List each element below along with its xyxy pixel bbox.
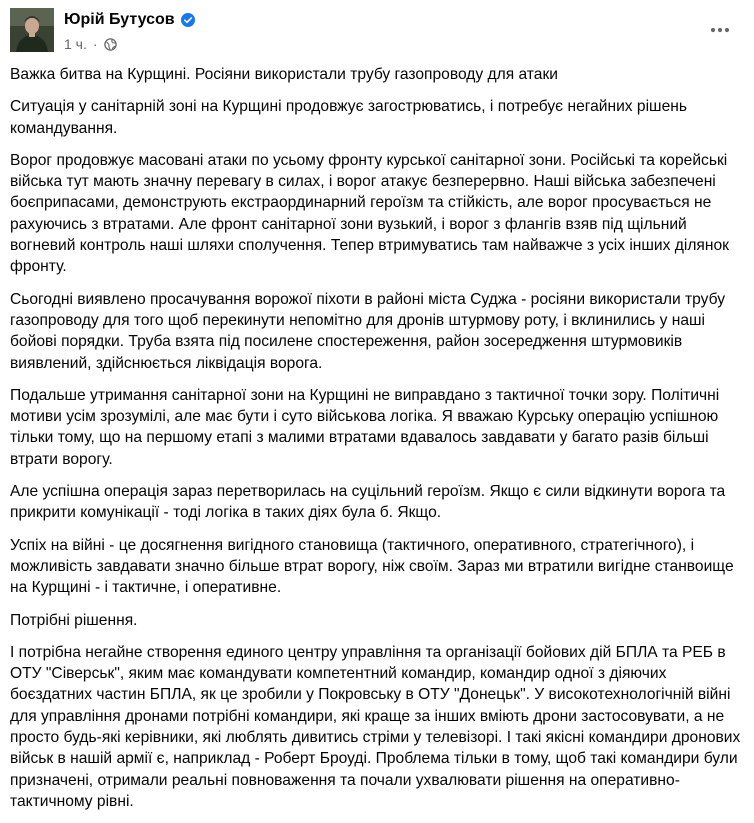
author-line: [64, 10, 195, 30]
author-name[interactable]: Юрій Бутусов: [64, 11, 175, 28]
verified-badge-icon: [181, 13, 195, 27]
author-block: [64, 10, 195, 52]
post-body: [10, 64, 744, 823]
post-paragraph-6: Але успішна операція зараз перетворилась на суцільний героїзм. Якщо є сили відкинути ворога та прикрити комунікації - тоді логіка в таких діях була б. Якщо.: [10, 483, 726, 522]
post-paragraph-1: Важка битва на Курщині. Росіяни використали трубу газопроводу для атаки: [10, 66, 558, 83]
globe-icon[interactable]: [104, 38, 117, 51]
more-options-button[interactable]: [702, 12, 738, 48]
post-header: [10, 8, 744, 56]
meta-separator: ·: [92, 36, 98, 52]
post-paragraph-9: І потрібна негайне створення единого центру управління та організації бойових дій БПЛА та РЕБ в ОТУ "Сіверськ", яким має командувати компетентний командир, командир одної з діяючих боєздатних частин БПЛА, як це зробили у Покровську в ОТУ "Донецьк". У високотехнологічній війні для управління дронами потрібні командири, які краще за інших вміють дрони застосовувати, а не просто будь-які керівники, які люблять дивитись стріми у телевізорі. І такі якісні командири дронових військ в нашій армії є, наприклад - Роберт Броуді. Проблема тільки в тому, щоб такі командири були призначені, отримали реальні повноваження та почали ухвалювати рішення на оперативно-тактичному рівні.: [10, 643, 741, 810]
avatar-image: [10, 8, 54, 52]
post-paragraph-7: Успіх на війні - це досягнення вигідного становища (тактичного, оперативного, стратегічного), і можливість завдавати значно більше втрат ворогу, ніж своїм. Зараз ми втратили вигідне станвоище на Курщині - і тактичне, і оперативне.: [10, 536, 734, 597]
post-paragraph-2: Ситуація у санітарній зоні на Курщині продовжує загострюватись, і потребує негайних рішень командування.: [10, 98, 687, 137]
post-timestamp[interactable]: 1 ч.: [64, 36, 87, 52]
post-paragraph-5: Подальше утримання санітарної зони на Курщині не виправдано з тактичної точки зору. Політичні мотиви усім зрозумілі, але має бути і суто військова логіка. Я вважаю Курську операцію успішною тільки тому, що на першому етапі з малими втратами вдавалось завдавати у багато разів більші втрати ворогу.: [10, 386, 720, 468]
post-meta: [64, 36, 195, 52]
more-dots-icon: [710, 27, 730, 33]
post-paragraph-3: Ворог продовжує масовані атаки по усьому фронту курської санітарної зони. Російські та корейські війська тут мають значну перевагу в силах, і ворог атакує безперервно. Наші війська забезпечені боєприпасами, демонструють екстраординарний героїзм та стійкість, але ворог просувається не рахуючись з втратами. Але фронт санітарної зони вузький, і ворог з флангів взяв під щільний вогневий контроль наші шляхи сполучення. Тепер втримуватись там найважче з усіх інших ділянок фронту.: [10, 151, 729, 276]
post-paragraph-8: Потрібні рішення.: [10, 611, 138, 629]
avatar[interactable]: [10, 8, 54, 52]
post-paragraph-4: Сьогодні виявлено просачування ворожої піхоти в районі міста Суджа - росіяни використали трубу газопроводу для того щоб перекинути непомітно для дронів штурмову роту, і вклинились у наші бойові порядки. Труба взята під посилене спостереження, район зосередження штурмовиків виявлений, здійснюється ліквідація ворога.: [10, 290, 726, 372]
